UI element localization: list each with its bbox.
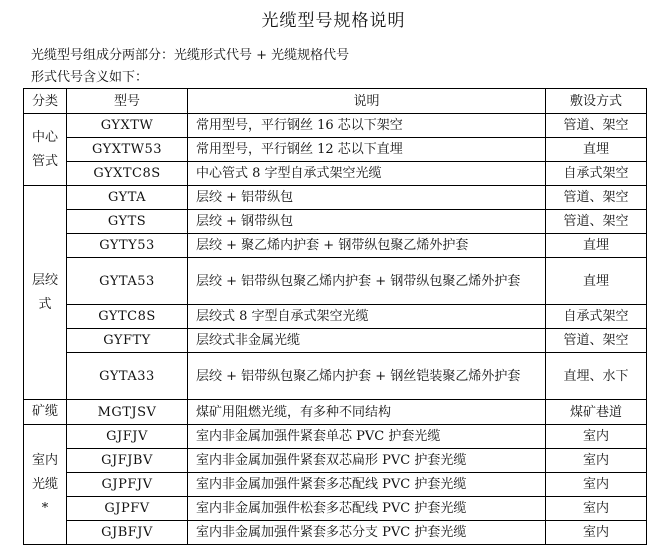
model-cell: GJFJBV: [67, 449, 188, 473]
table-row: [24, 425, 647, 449]
description-cell: 层绞 + 铝带纵包: [188, 186, 546, 210]
laying-cell: 管道、架空: [546, 186, 647, 210]
model-cell: GYXTW: [67, 114, 188, 138]
header-laying-method: 敷设方式: [546, 89, 647, 114]
spec-table: [23, 88, 647, 545]
description-cell: 常用型号，平行钢丝 12 芯以下直埋: [188, 138, 546, 162]
description-cell: 室内非金属加强件紧套双芯扁形 PVC 护套光缆: [188, 449, 546, 473]
header-category: 分类: [24, 89, 67, 114]
table-row: [24, 305, 647, 329]
model-cell: GYTA33: [67, 353, 188, 400]
laying-cell: 自承式架空: [546, 305, 647, 329]
table-row: [24, 186, 647, 210]
laying-cell: 直埋: [546, 258, 647, 305]
laying-cell: 管道、架空: [546, 329, 647, 353]
table-row: [24, 449, 647, 473]
laying-cell: 室内: [546, 473, 647, 497]
description-cell: 室内非金属加强件紧套单芯 PVC 护套光缆: [188, 425, 546, 449]
description-cell: 层绞 + 铝带纵包聚乙烯内护套 + 钢丝铠装聚乙烯外护套: [188, 353, 546, 400]
table-row: [24, 473, 647, 497]
laying-cell: 室内: [546, 449, 647, 473]
header-description: 说明: [188, 89, 546, 114]
description-cell: 室内非金属加强件紧套多芯配线 PVC 护套光缆: [188, 473, 546, 497]
laying-cell: 室内: [546, 497, 647, 521]
laying-cell: 直埋: [546, 234, 647, 258]
description-cell: 层绞式非金属光缆: [188, 329, 546, 353]
description-cell: 中心管式 8 字型自承式架空光缆: [188, 162, 546, 186]
description-cell: 室内非金属加强件紧套多芯分支 PVC 护套光缆: [188, 521, 546, 545]
category-cell: 中心管式: [24, 114, 67, 186]
laying-cell: 煤矿巷道: [546, 400, 647, 425]
model-cell: GJPFV: [67, 497, 188, 521]
description-cell: 层绞 + 钢带纵包: [188, 210, 546, 234]
laying-cell: 室内: [546, 521, 647, 545]
model-cell: GYXTW53: [67, 138, 188, 162]
header-model: 型号: [67, 89, 188, 114]
category-cell: 矿缆: [24, 400, 67, 425]
laying-cell: 管道、架空: [546, 114, 647, 138]
model-cell: GJBFJV: [67, 521, 188, 545]
table-row: [24, 329, 647, 353]
model-cell: GYTA: [67, 186, 188, 210]
table-row: [24, 138, 647, 162]
description-cell: 常用型号，平行钢丝 16 芯以下架空: [188, 114, 546, 138]
description-cell: 煤矿用阻燃光缆，有多种不同结构: [188, 400, 546, 425]
model-cell: GYTA53: [67, 258, 188, 305]
table-row: [24, 258, 647, 305]
model-cell: GYTS: [67, 210, 188, 234]
intro-line: 光缆型号组成分两部分：光缆形式代号 + 光缆规格代号: [31, 48, 350, 63]
laying-cell: 管道、架空: [546, 210, 647, 234]
model-cell: GJFJV: [67, 425, 188, 449]
laying-cell: 室内: [546, 425, 647, 449]
table-row: [24, 114, 647, 138]
category-cell: 室内光缆 *: [24, 425, 67, 545]
laying-cell: 直埋: [546, 138, 647, 162]
model-cell: GYXTC8S: [67, 162, 188, 186]
model-cell: GYTC8S: [67, 305, 188, 329]
table-row: [24, 353, 647, 400]
model-cell: MGTJSV: [67, 400, 188, 425]
table-row: [24, 162, 647, 186]
description-cell: 室内非金属加强件松套多芯配线 PVC 护套光缆: [188, 497, 546, 521]
model-cell: GYFTY: [67, 329, 188, 353]
description-cell: 层绞 + 铝带纵包聚乙烯内护套 + 钢带纵包聚乙烯外护套: [188, 258, 546, 305]
table-row: [24, 234, 647, 258]
model-cell: GJPFJV: [67, 473, 188, 497]
laying-cell: 直埋、水下: [546, 353, 647, 400]
table-header-row: [24, 89, 647, 114]
document-title: 光缆型号规格说明: [261, 11, 406, 31]
laying-cell: 自承式架空: [546, 162, 647, 186]
table-row: [24, 497, 647, 521]
table-row: [24, 521, 647, 545]
model-cell: GYTY53: [67, 234, 188, 258]
description-cell: 层绞式 8 字型自承式架空光缆: [188, 305, 546, 329]
table-row: [24, 210, 647, 234]
description-cell: 层绞 + 聚乙烯内护套 + 钢带纵包聚乙烯外护套: [188, 234, 546, 258]
category-cell: 层绞式: [24, 186, 67, 400]
table-row: [24, 400, 647, 425]
sub-line: 形式代号含义如下：: [31, 70, 149, 85]
